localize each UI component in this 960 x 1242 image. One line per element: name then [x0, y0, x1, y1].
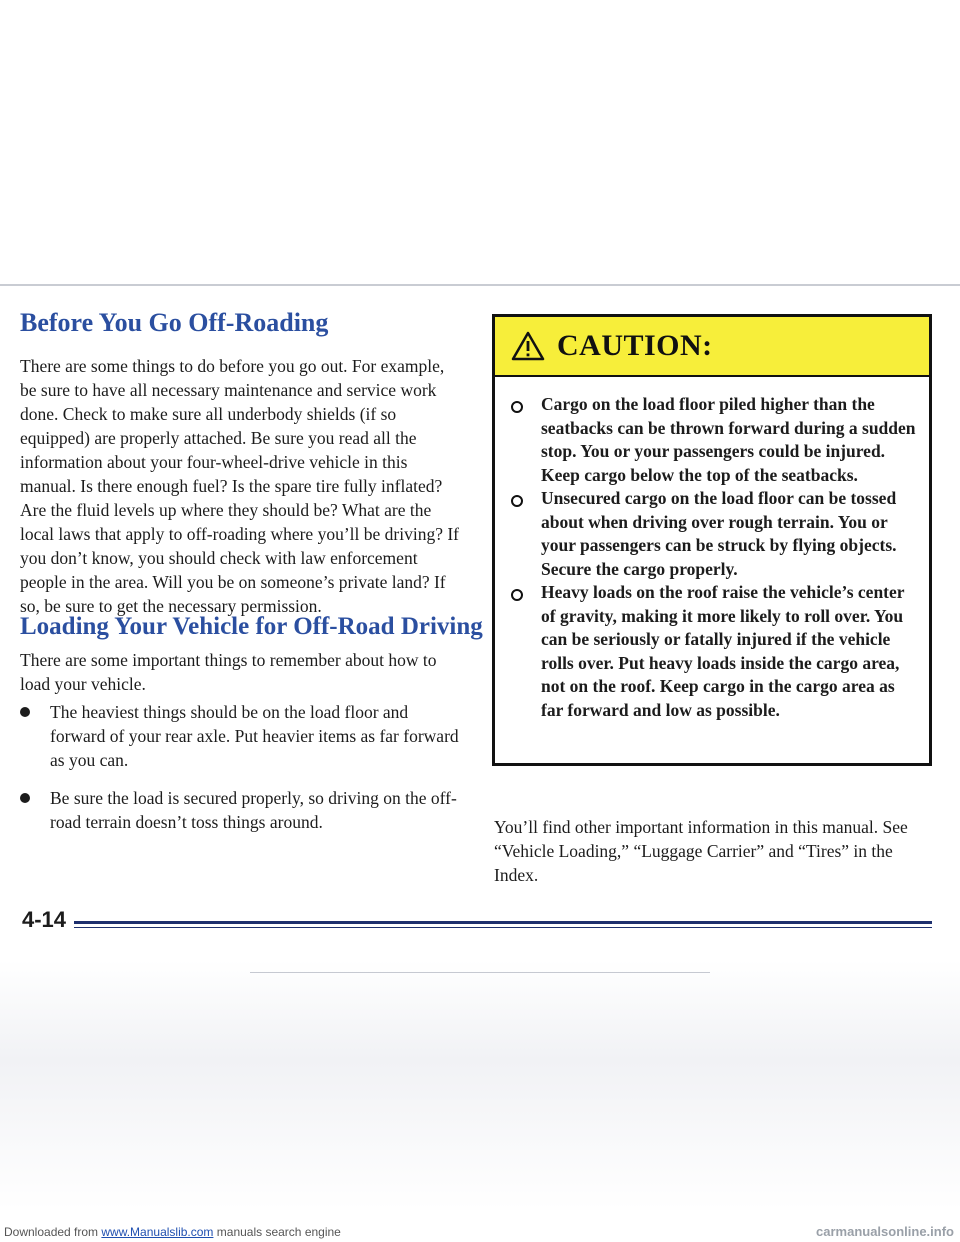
- bullet-icon: [511, 589, 523, 601]
- section-heading-before-off-roading: Before You Go Off-Roading: [20, 308, 329, 337]
- list-item: Cargo on the load floor piled higher than the seatbacks can be thrown forward during a sudden stop. You or your passengers could be injured. Keep cargo below the top of the seatbacks.: [511, 393, 919, 487]
- bullet-icon: [511, 401, 523, 413]
- section-paragraph-before-off-roading: There are some things to do before you go out. For example, be sure to have all necessary maintenance and service work done. Check to make sure all underbody shields (if so equipped) are properly attached. Be sure you read all the information about your four-wheel-drive vehicle in this manual. Is there enough fuel? Is the spare tire fully inflated? Are the fluid levels up where they should be? What are the local laws that apply to off-roading where you’ll be driving? If you don’t know, you should check with law enforcement people in the area. Will you be on someone’s private land? If so, be sure to get the necessary permission.: [20, 356, 459, 616]
- list-item: Unsecured cargo on the load floor can be tossed about when driving over rough terrain. You or your passengers can be struck by flying objects. Secure the cargo properly.: [511, 487, 919, 581]
- bullet-icon: [20, 793, 30, 803]
- warning-triangle-icon: [511, 331, 545, 361]
- caution-box: [492, 314, 932, 766]
- bullet-icon: [20, 707, 30, 717]
- download-bar: Downloaded from www.Manualslib.com manuals search engine: [4, 1225, 341, 1239]
- list-item: The heaviest things should be on the load floor and forward of your rear axle. Put heavier items as far forward as you can.: [20, 700, 460, 772]
- loading-bullet-list: [20, 700, 460, 848]
- list-item: Be sure the load is secured properly, so driving on the off-road terrain doesn’t toss things around.: [20, 786, 460, 834]
- page-footer: [22, 907, 932, 937]
- caution-bullet-list: [495, 393, 929, 722]
- after-caution-text: You’ll find other important information in this manual. See “Vehicle Loading,” “Luggage Carrier” and “Tires” in the Index.: [494, 817, 908, 885]
- caution-title: CAUTION:: [557, 329, 713, 362]
- list-item: Heavy loads on the roof raise the vehicle’s center of gravity, making it more likely to roll over. You can be seriously or fatally injured if the vehicle rolls over. Put heavy loads inside the cargo area, not on the roof. Keep cargo in the cargo area as far forward and low as possible.: [511, 581, 919, 722]
- page-number: 4-14: [22, 907, 67, 932]
- manualslib-link[interactable]: www.Manualslib.com: [101, 1225, 214, 1239]
- section-heading-loading-vehicle: Loading Your Vehicle for Off-Road Driving: [20, 613, 483, 640]
- lower-divider: [250, 972, 710, 973]
- top-divider: [0, 284, 960, 286]
- footer-rule-thin: [74, 927, 932, 928]
- section-intro-loading-vehicle: There are some important things to remember about how to load your vehicle.: [20, 650, 437, 694]
- footer-rule: [74, 921, 932, 924]
- bullet-icon: [511, 495, 523, 507]
- caution-header: [495, 317, 929, 377]
- lower-page-area: [0, 960, 960, 1210]
- watermark: carmanualsonline.info: [816, 1224, 954, 1239]
